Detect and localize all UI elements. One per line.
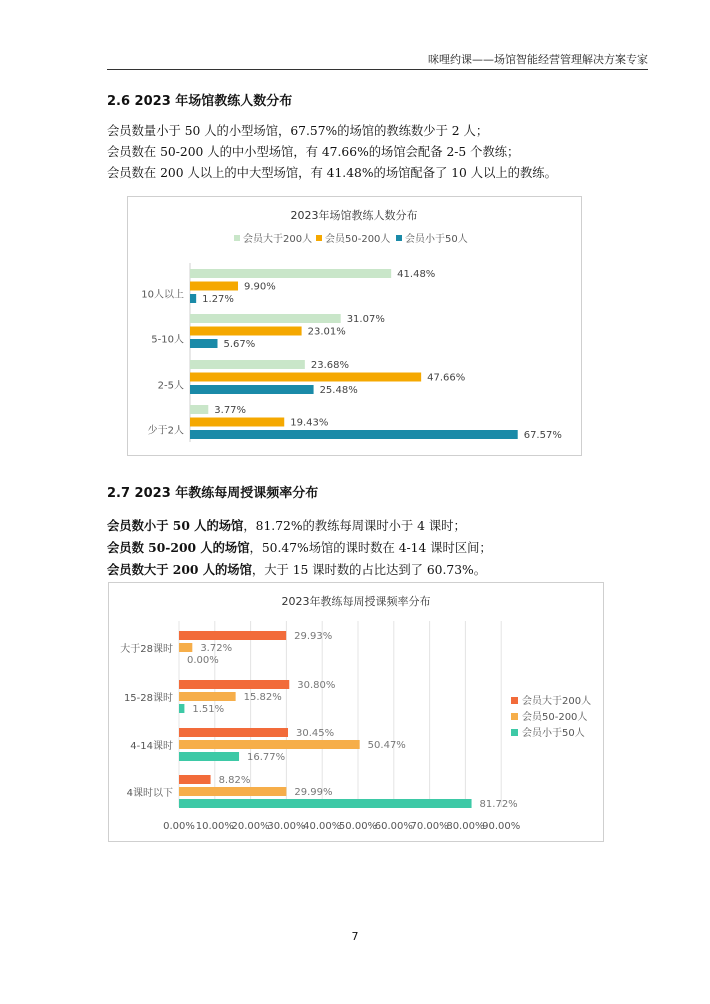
data-label: 8.82%: [218, 775, 251, 786]
section-27-line: [107, 515, 492, 537]
data-label: 67.57%: [523, 430, 562, 441]
x-tick-label: 30.00%: [267, 821, 306, 832]
section-26-line: 会员数在 50-200 人的中小型场馆，有 47.66%的场馆会配备 2-5 个教练；: [107, 145, 520, 159]
bar: [179, 704, 184, 713]
data-label: 29.93%: [294, 631, 333, 642]
bar: [179, 680, 289, 689]
bar: [190, 405, 208, 414]
bar: [179, 631, 286, 640]
bar: [190, 282, 238, 291]
data-label: 25.48%: [319, 385, 358, 396]
data-label: 23.68%: [310, 360, 349, 371]
bar: [179, 787, 286, 796]
data-label: 5.67%: [223, 339, 256, 350]
bar: [190, 418, 284, 427]
bar: [179, 740, 360, 749]
category-label: 少于2人: [147, 425, 184, 437]
legend-swatch: [316, 235, 322, 241]
bar: [190, 327, 302, 336]
data-label: 81.72%: [479, 799, 518, 810]
x-tick-label: 40.00%: [303, 821, 342, 832]
bar: [190, 269, 391, 278]
bar: [190, 373, 421, 382]
data-label: 15.82%: [243, 692, 282, 703]
chart-title: 2023年教练每周授课频率分布: [281, 595, 431, 608]
data-label: 50.47%: [367, 740, 406, 751]
chart-title: 2023年场馆教练人数分布: [290, 209, 418, 222]
lesson-frequency-chart-svg: [109, 583, 603, 841]
bar: [179, 692, 236, 701]
category-label: 2-5人: [157, 380, 184, 392]
data-label: 30.80%: [297, 680, 336, 691]
data-label: 3.72%: [200, 643, 233, 654]
x-tick-label: 10.00%: [195, 821, 234, 832]
data-label: 1.27%: [202, 294, 234, 305]
data-label: 19.43%: [290, 417, 329, 429]
bar: [190, 430, 518, 439]
legend-label: 会员小于50人: [405, 234, 468, 245]
legend-label: 会员小于50人: [522, 728, 585, 739]
x-tick-label: 80.00%: [446, 821, 485, 832]
section-27-line-text: ，大于 15 课时数的占比达到了 60.73%。: [251, 563, 487, 577]
page-number: 7: [351, 930, 359, 943]
data-label: 16.77%: [247, 752, 286, 763]
x-tick-label: 90.00%: [482, 821, 521, 832]
data-label: 41.48%: [397, 269, 436, 280]
legend-label: 会员50-200人: [325, 234, 391, 245]
data-label: 30.45%: [296, 728, 335, 739]
bar: [179, 728, 288, 737]
category-label: 大于28课时: [120, 644, 173, 655]
data-label: 9.90%: [244, 281, 276, 293]
section-26-line: 会员数在 200 人以上的中大型场馆，有 41.48%的场馆配备了 10 人以上的教练。: [107, 166, 557, 180]
legend-label: 会员大于200人: [522, 696, 592, 707]
section-27-text: [107, 515, 492, 581]
data-label: 0.00%: [187, 655, 219, 666]
coach-count-chart: [127, 196, 582, 456]
section-26-heading: 2.6 2023 年场馆教练人数分布: [107, 94, 293, 109]
section-26-line: 会员数量小于 50 人的小型场馆，67.57%的场馆的教练数少于 2 人；: [107, 124, 489, 138]
bar: [190, 385, 314, 394]
category-label: 4课时以下: [126, 788, 173, 799]
x-tick-label: 20.00%: [231, 821, 270, 832]
section-27-line-text: ，81.72%的教练每周课时小于 4 课时；: [243, 519, 466, 533]
category-label: 5-10人: [151, 334, 184, 346]
data-label: 23.01%: [307, 326, 346, 338]
section-27-line-text: ，50.47%场馆的课时数在 4-14 课时区间；: [249, 541, 492, 555]
section-27-line: [107, 537, 492, 559]
legend-swatch: [396, 235, 402, 241]
lesson-frequency-chart: [108, 582, 604, 842]
bar: [190, 360, 305, 369]
bar: [190, 294, 196, 303]
legend-label: 会员大于200人: [243, 234, 313, 245]
data-label: 3.77%: [214, 405, 247, 416]
section-27-line: [107, 559, 492, 581]
x-tick-label: 60.00%: [374, 821, 413, 832]
data-label: 47.66%: [427, 372, 466, 384]
bar: [179, 799, 472, 808]
header-title: 咪哩约课——场馆智能经营管理解决方案专家: [428, 53, 648, 66]
legend-swatch: [511, 697, 518, 704]
bar: [190, 314, 341, 323]
legend-label: 会员50-200人: [522, 712, 588, 723]
legend-swatch: [511, 729, 518, 736]
bar: [179, 643, 192, 652]
coach-count-chart-svg: [128, 197, 581, 455]
data-label: 1.51%: [192, 704, 225, 715]
bar: [190, 339, 217, 348]
legend-swatch: [234, 235, 240, 241]
x-tick-label: 0.00%: [163, 821, 195, 832]
section-27-line-bold: 会员数 50-200 人的场馆: [107, 540, 250, 555]
bar: [179, 775, 211, 784]
section-27-heading: 2.7 2023 年教练每周授课频率分布: [107, 486, 319, 501]
bar: [179, 752, 239, 761]
x-tick-label: 70.00%: [410, 821, 449, 832]
x-tick-label: 50.00%: [338, 821, 378, 832]
section-27-line-bold: 会员数小于 50 人的场馆: [107, 518, 244, 533]
header-divider: [107, 69, 648, 70]
section-26-text: [107, 121, 557, 184]
legend-swatch: [511, 713, 518, 720]
section-27-line-bold: 会员数大于 200 人的场馆: [107, 562, 252, 577]
data-label: 31.07%: [346, 314, 385, 325]
data-label: 29.99%: [294, 787, 333, 798]
category-label: 15-28课时: [123, 693, 173, 704]
category-label: 10人以上: [141, 289, 184, 301]
category-label: 4-14课时: [130, 741, 173, 752]
